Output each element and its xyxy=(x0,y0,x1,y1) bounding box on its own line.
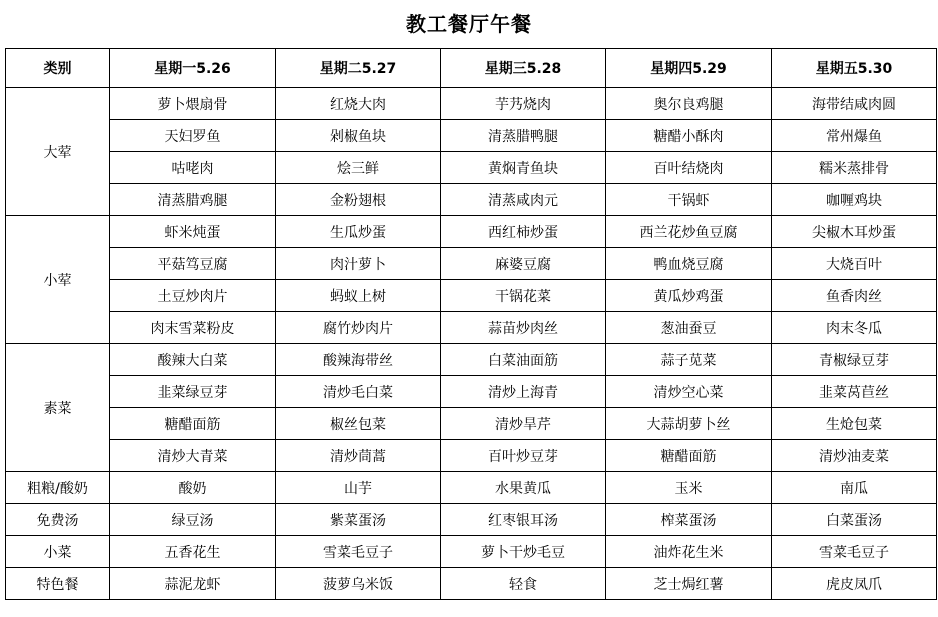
dish-cell: 五香花生 xyxy=(110,536,276,568)
dish-cell: 西兰花炒鱼豆腐 xyxy=(606,216,772,248)
table-row xyxy=(6,184,937,216)
table-row xyxy=(6,408,937,440)
table-row xyxy=(6,504,937,536)
table-header-row xyxy=(6,49,937,88)
dish-cell: 百叶结烧肉 xyxy=(606,152,772,184)
dish-cell: 蒜苗炒肉丝 xyxy=(441,312,606,344)
dish-cell: 萝卜煨扇骨 xyxy=(110,88,276,120)
page-title: 教工餐厅午餐 xyxy=(406,12,532,36)
table-row xyxy=(6,248,937,280)
table-row xyxy=(6,120,937,152)
dish-cell: 清炒旱芹 xyxy=(441,408,606,440)
table-row xyxy=(6,344,937,376)
dish-cell: 大烧百叶 xyxy=(772,248,937,280)
dish-cell: 葱油蚕豆 xyxy=(606,312,772,344)
dish-cell: 尖椒木耳炒蛋 xyxy=(772,216,937,248)
dish-cell: 肉汁萝卜 xyxy=(276,248,441,280)
dish-cell: 海带结咸肉圆 xyxy=(772,88,937,120)
dish-cell: 大蒜胡萝卜丝 xyxy=(606,408,772,440)
dish-cell: 紫菜蛋汤 xyxy=(276,504,441,536)
menu-table xyxy=(5,48,937,600)
dish-cell: 金粉翅根 xyxy=(276,184,441,216)
dish-cell: 烩三鲜 xyxy=(276,152,441,184)
table-row xyxy=(6,216,937,248)
dish-cell: 糖醋小酥肉 xyxy=(606,120,772,152)
dish-cell: 清炒毛白菜 xyxy=(276,376,441,408)
dish-cell: 菠萝乌米饭 xyxy=(276,568,441,600)
table-row xyxy=(6,88,937,120)
dish-cell: 酸辣大白菜 xyxy=(110,344,276,376)
dish-cell: 清蒸腊鸡腿 xyxy=(110,184,276,216)
dish-cell: 天妇罗鱼 xyxy=(110,120,276,152)
table-row xyxy=(6,568,937,600)
dish-cell: 蒜子苋菜 xyxy=(606,344,772,376)
dish-cell: 生炝包菜 xyxy=(772,408,937,440)
dish-cell: 雪菜毛豆子 xyxy=(772,536,937,568)
dish-cell: 韭菜绿豆芽 xyxy=(110,376,276,408)
header-day: 星期二5.27 xyxy=(276,49,441,88)
dish-cell: 虎皮凤爪 xyxy=(772,568,937,600)
dish-cell: 玉米 xyxy=(606,472,772,504)
dish-cell: 韭菜莴苣丝 xyxy=(772,376,937,408)
dish-cell: 鸭血烧豆腐 xyxy=(606,248,772,280)
dish-cell: 虾米炖蛋 xyxy=(110,216,276,248)
dish-cell: 麻婆豆腐 xyxy=(441,248,606,280)
dish-cell: 黄焖青鱼块 xyxy=(441,152,606,184)
dish-cell: 西红柿炒蛋 xyxy=(441,216,606,248)
dish-cell: 椒丝包菜 xyxy=(276,408,441,440)
dish-cell: 雪菜毛豆子 xyxy=(276,536,441,568)
header-day: 星期一5.26 xyxy=(110,49,276,88)
dish-cell: 平菇笃豆腐 xyxy=(110,248,276,280)
dish-cell: 剁椒鱼块 xyxy=(276,120,441,152)
category-cell: 小菜 xyxy=(6,536,110,568)
dish-cell: 常州爆鱼 xyxy=(772,120,937,152)
table-body xyxy=(6,88,937,600)
table-row xyxy=(6,472,937,504)
table-row xyxy=(6,536,937,568)
dish-cell: 生瓜炒蛋 xyxy=(276,216,441,248)
category-cell: 小荤 xyxy=(6,216,110,344)
dish-cell: 糖醋面筋 xyxy=(606,440,772,472)
table-row xyxy=(6,280,937,312)
dish-cell: 清炒油麦菜 xyxy=(772,440,937,472)
dish-cell: 白菜蛋汤 xyxy=(772,504,937,536)
category-cell: 大荤 xyxy=(6,88,110,216)
table-row xyxy=(6,440,937,472)
header-day: 星期三5.28 xyxy=(441,49,606,88)
dish-cell: 糖醋面筋 xyxy=(110,408,276,440)
category-cell: 粗粮/酸奶 xyxy=(6,472,110,504)
dish-cell: 清炒空心菜 xyxy=(606,376,772,408)
dish-cell: 奥尔良鸡腿 xyxy=(606,88,772,120)
table-row xyxy=(6,152,937,184)
dish-cell: 清炒上海青 xyxy=(441,376,606,408)
dish-cell: 肉末冬瓜 xyxy=(772,312,937,344)
dish-cell: 油炸花生米 xyxy=(606,536,772,568)
dish-cell: 青椒绿豆芽 xyxy=(772,344,937,376)
dish-cell: 红枣银耳汤 xyxy=(441,504,606,536)
dish-cell: 蚂蚁上树 xyxy=(276,280,441,312)
dish-cell: 清蒸腊鸭腿 xyxy=(441,120,606,152)
dish-cell: 黄瓜炒鸡蛋 xyxy=(606,280,772,312)
dish-cell: 红烧大肉 xyxy=(276,88,441,120)
dish-cell: 干锅虾 xyxy=(606,184,772,216)
dish-cell: 清炒大青菜 xyxy=(110,440,276,472)
header-day: 星期四5.29 xyxy=(606,49,772,88)
table-row xyxy=(6,312,937,344)
dish-cell: 山芋 xyxy=(276,472,441,504)
category-cell: 素菜 xyxy=(6,344,110,472)
dish-cell: 蒜泥龙虾 xyxy=(110,568,276,600)
category-cell: 特色餐 xyxy=(6,568,110,600)
dish-cell: 清蒸咸肉元 xyxy=(441,184,606,216)
dish-cell: 酸奶 xyxy=(110,472,276,504)
dish-cell: 腐竹炒肉片 xyxy=(276,312,441,344)
dish-cell: 萝卜干炒毛豆 xyxy=(441,536,606,568)
dish-cell: 百叶炒豆芽 xyxy=(441,440,606,472)
dish-cell: 清炒茼蒿 xyxy=(276,440,441,472)
dish-cell: 肉末雪菜粉皮 xyxy=(110,312,276,344)
dish-cell: 土豆炒肉片 xyxy=(110,280,276,312)
dish-cell: 南瓜 xyxy=(772,472,937,504)
dish-cell: 鱼香肉丝 xyxy=(772,280,937,312)
dish-cell: 咖喱鸡块 xyxy=(772,184,937,216)
dish-cell: 白菜油面筋 xyxy=(441,344,606,376)
dish-cell: 榨菜蛋汤 xyxy=(606,504,772,536)
header-category: 类别 xyxy=(6,49,110,88)
category-cell: 免费汤 xyxy=(6,504,110,536)
dish-cell: 酸辣海带丝 xyxy=(276,344,441,376)
dish-cell: 咕咾肉 xyxy=(110,152,276,184)
dish-cell: 水果黄瓜 xyxy=(441,472,606,504)
dish-cell: 芝士焗红薯 xyxy=(606,568,772,600)
dish-cell: 轻食 xyxy=(441,568,606,600)
dish-cell: 芋艿烧肉 xyxy=(441,88,606,120)
table-row xyxy=(6,376,937,408)
dish-cell: 干锅花菜 xyxy=(441,280,606,312)
header-day: 星期五5.30 xyxy=(772,49,937,88)
dish-cell: 绿豆汤 xyxy=(110,504,276,536)
dish-cell: 糯米蒸排骨 xyxy=(772,152,937,184)
